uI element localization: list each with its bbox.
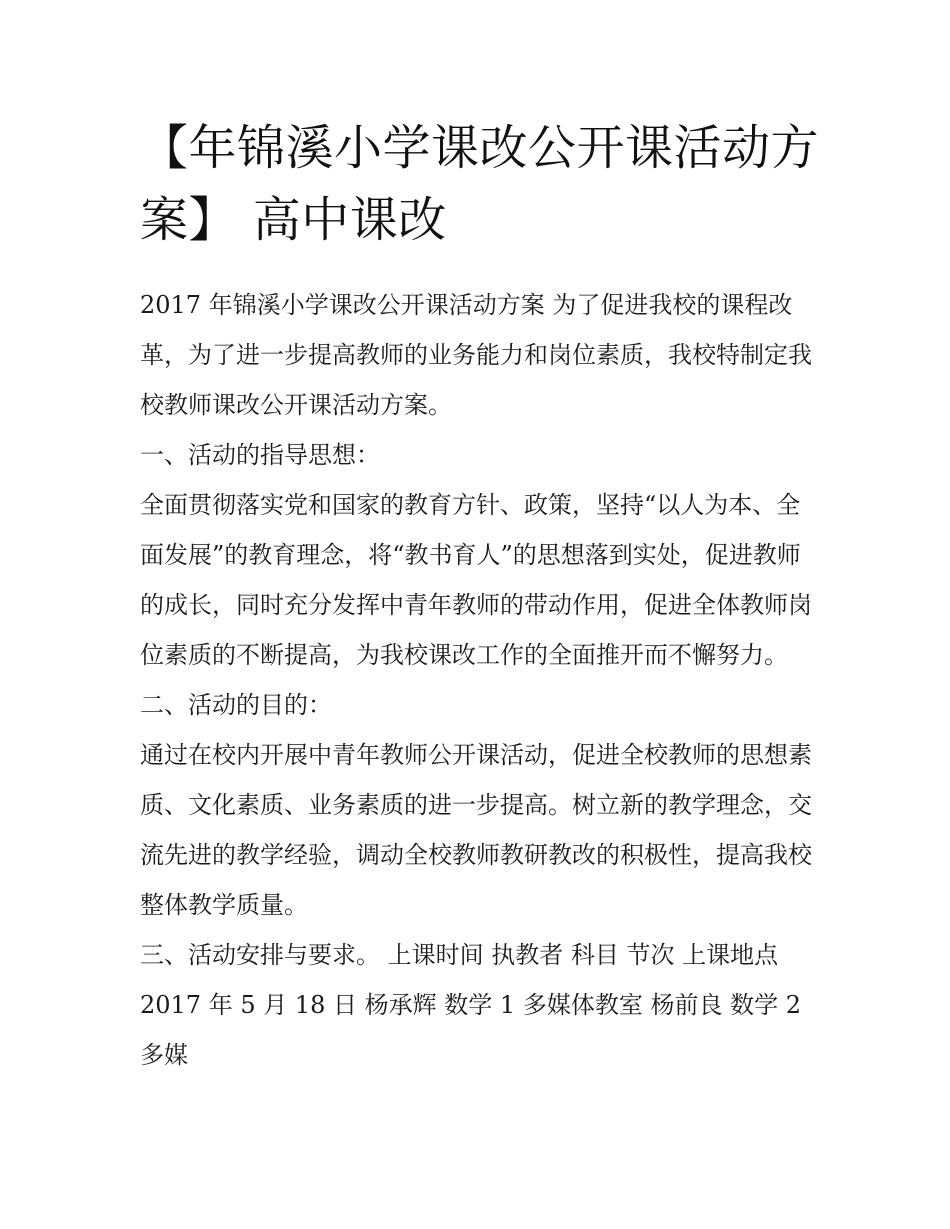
section-heading-purpose: 二、活动的目的： <box>140 691 332 719</box>
guiding-ideology-paragraph: 全面贯彻落实党和国家的教育方针、政策，坚持“以人为本、全面发展”的教育理念，将“教书育人”的思想落到实处，促进教师的成长，同时充分发挥中青年教师的带动作用，促进全体教师岗位素质的不断提高，为我校课改工作的全面推开而不懈努力。 <box>140 491 812 669</box>
purpose-paragraph: 通过在校内开展中青年教师公开课活动，促进全校教师的思想素质、文化素质、业务素质的进一步提高。树立新的教学理念，交流先进的教学经验，调动全校教师教研教改的积极性，提高我校整体教学质量。 <box>140 741 812 919</box>
document-body <box>140 280 820 1080</box>
section-heading-guiding-ideology: 一、活动的指导思想： <box>140 441 380 469</box>
schedule-paragraph: 三、活动安排与要求。 上课时间 执教者 科目 节次 上课地点 2017 年 5 月 18 日 杨承辉 数学 1 多媒体教室 杨前良 数学 2 多媒 <box>140 941 801 1069</box>
document-content <box>140 112 820 1080</box>
document-title: 【年锦溪小学课改公开课活动方案】 高中课改 <box>140 120 820 248</box>
intro-paragraph: 2017 年锦溪小学课改公开课活动方案 为了促进我校的课程改革，为了进一步提高教师的业务能力和岗位素质，我校特制定我校教师课改公开课活动方案。 <box>140 291 812 419</box>
